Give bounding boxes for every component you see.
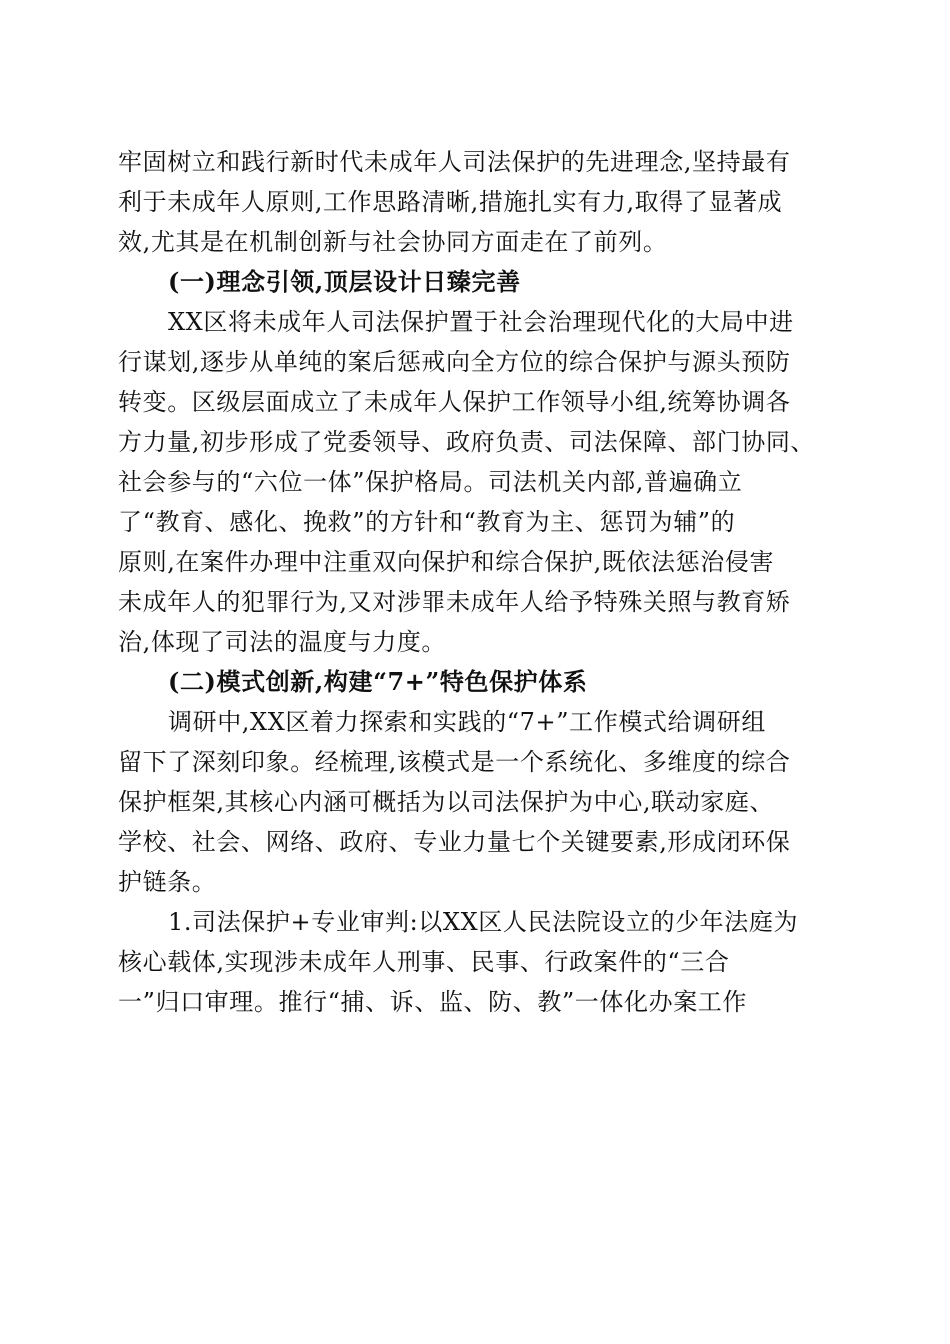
text-line: 转变。区级层面成立了未成年人保护工作领导小组,统筹协调各 bbox=[118, 388, 791, 416]
text-line: 未成年人的犯罪行为,又对涉罪未成年人给予特殊关照与教育矫 bbox=[118, 588, 791, 616]
text-line: 了“教育、感化、挽救”的方针和“教育为主、惩罚为辅”的 bbox=[118, 508, 736, 536]
text-line: 治,体现了司法的温度与力度。 bbox=[118, 628, 447, 656]
heading-line: (二)模式创新,构建“7+”特色保护体系 bbox=[168, 667, 588, 696]
text-line: 方力量,初步形成了党委领导、政府负责、司法保障、部门协同、 bbox=[118, 428, 816, 456]
section-heading bbox=[118, 662, 838, 702]
section-heading bbox=[118, 262, 838, 302]
text-line: 学校、社会、网络、政府、专业力量七个关键要素,形成闭环保 bbox=[118, 828, 791, 856]
paragraph bbox=[118, 902, 838, 1022]
text-line: 牢固树立和践行新时代未成年人司法保护的先进理念,坚持最有 bbox=[118, 148, 791, 176]
text-line: 护链条。 bbox=[118, 868, 217, 896]
paragraph bbox=[118, 302, 838, 662]
text-line: 行谋划,逐步从单纯的案后惩戒向全方位的综合保护与源头预防 bbox=[118, 348, 791, 376]
text-line: 核心载体,实现涉未成年人刑事、民事、行政案件的“三合 bbox=[118, 948, 730, 976]
text-line: 调研中,XX区着力探索和实践的“7+”工作模式给调研组 bbox=[168, 708, 766, 736]
document-body bbox=[118, 142, 838, 1022]
text-line: 留下了深刻印象。经梳理,该模式是一个系统化、多维度的综合 bbox=[118, 748, 791, 776]
text-line: 原则,在案件办理中注重双向保护和综合保护,既依法惩治侵害 bbox=[118, 548, 775, 576]
text-line: 效,尤其是在机制创新与社会协同方面走在了前列。 bbox=[118, 228, 668, 256]
text-line: 保护框架,其核心内涵可概括为以司法保护为中心,联动家庭、 bbox=[118, 788, 775, 816]
text-line: XX区将未成年人司法保护置于社会治理现代化的大局中进 bbox=[168, 308, 794, 336]
paragraph bbox=[118, 142, 838, 262]
heading-line: (一)理念引领,顶层设计日臻完善 bbox=[168, 267, 521, 296]
text-line: 社会参与的“六位一体”保护格局。司法机关内部,普遍确立 bbox=[118, 468, 743, 496]
paragraph bbox=[118, 702, 838, 902]
text-line: 利于未成年人原则,工作思路清晰,措施扎实有力,取得了显著成 bbox=[118, 188, 783, 216]
text-line: 1.司法保护+专业审判:以XX区人民法院设立的少年法庭为 bbox=[168, 908, 799, 936]
text-line: 一”归口审理。推行“捕、诉、监、防、教”一体化办案工作 bbox=[118, 988, 748, 1016]
